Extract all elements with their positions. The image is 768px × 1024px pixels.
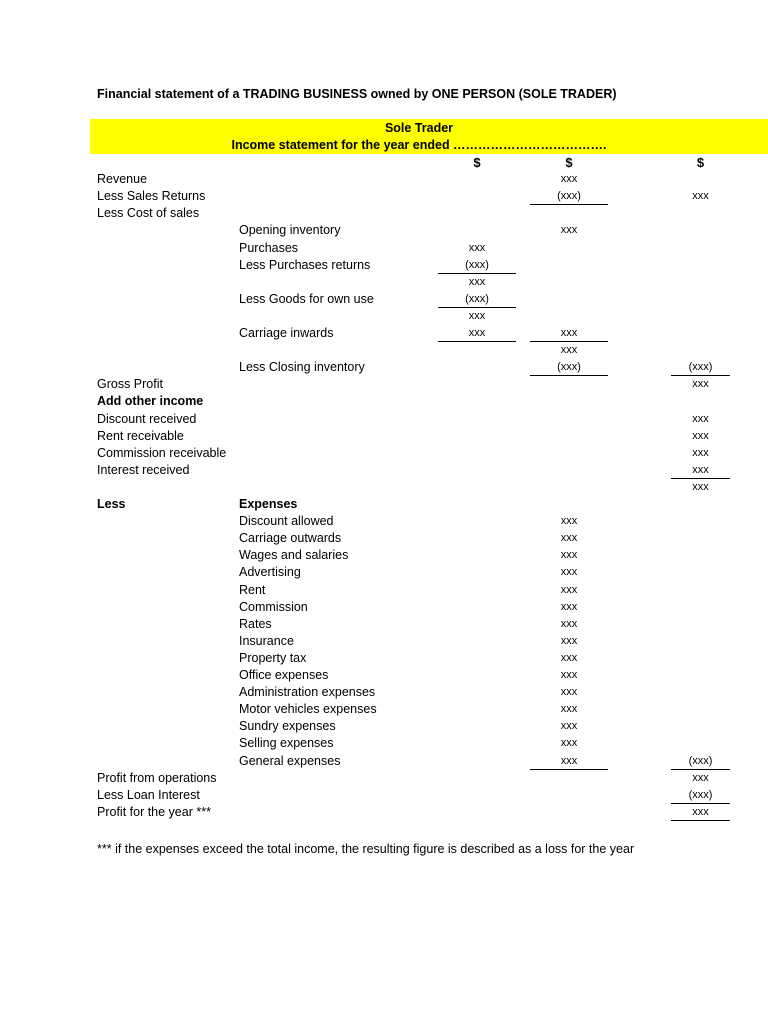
table-row: [0, 564, 768, 581]
amount-col3-cell: xxx: [692, 378, 709, 391]
label-cell: Commission receivable: [97, 445, 227, 460]
amount-col1-cell: (xxx): [438, 257, 516, 274]
sublabel-cell: Advertising: [239, 565, 301, 580]
table-row: [0, 787, 768, 804]
amount-col3-cell: (xxx): [671, 753, 730, 770]
amount-col2-cell: xxx: [560, 224, 578, 237]
label-cell: Less Cost of sales: [97, 206, 200, 221]
amount-col1-cell: xxx: [438, 325, 516, 342]
table-row: [0, 804, 768, 821]
label-cell: Revenue: [97, 172, 148, 187]
table-row: [0, 582, 768, 599]
table-row: [0, 257, 768, 274]
sublabel-cell: Administration expenses: [239, 685, 376, 700]
table-row: [0, 240, 768, 257]
sublabel-cell: Purchases: [239, 240, 299, 255]
label-cell: Less Sales Returns: [97, 189, 206, 204]
table-row: [0, 701, 768, 718]
label-cell: Gross Profit: [97, 377, 163, 392]
table-row: [0, 530, 768, 547]
amount-col2-cell: xxx: [560, 566, 578, 579]
sublabel-cell: Discount allowed: [239, 514, 334, 529]
table-row: [0, 718, 768, 735]
label-cell: Rent receivable: [97, 428, 184, 443]
sublabel-cell: Rent: [239, 582, 266, 597]
sublabel-cell: Selling expenses: [239, 736, 334, 751]
sublabel-cell: General expenses: [239, 753, 341, 768]
table-row: [0, 411, 768, 428]
amount-col3-cell: xxx: [692, 480, 709, 493]
amount-col2-cell: xxx: [560, 703, 578, 716]
amount-col2-cell: xxx: [560, 344, 578, 357]
amount-col2-cell: xxx: [560, 669, 578, 681]
table-row: [0, 171, 768, 188]
amount-col3-cell: (xxx): [671, 359, 730, 376]
sublabel-cell: Carriage inwards: [239, 326, 334, 340]
sublabel-cell: Office expenses: [239, 668, 329, 682]
amount-col2-cell: xxx: [560, 173, 578, 186]
table-row: [0, 445, 768, 462]
table-row: [0, 308, 768, 325]
label-cell: Profit from operations: [97, 770, 217, 785]
label-cell: Interest received: [97, 462, 190, 477]
table-row: [0, 770, 768, 787]
amount-col3-cell: xxx: [671, 804, 730, 821]
table-row: [0, 650, 768, 667]
table-row: [0, 616, 768, 633]
sublabel-cell: Expenses: [239, 497, 298, 511]
sublabel-cell: Rates: [239, 616, 272, 631]
sublabel-cell: Wages and salaries: [239, 548, 349, 563]
amount-col2-cell: xxx: [560, 686, 578, 699]
banner-statement-period: Income statement for the year ended ……………………………….: [231, 138, 607, 152]
table-row: [0, 684, 768, 701]
banner-business-type: Sole Trader: [384, 121, 454, 135]
table-row: [0, 393, 768, 410]
amount-col2-cell: xxx: [560, 634, 578, 647]
table-row: [0, 376, 768, 393]
sublabel-cell: Less Goods for own use: [239, 291, 374, 306]
sublabel-cell: Insurance: [239, 633, 294, 648]
amount-col3-cell: xxx: [692, 771, 709, 784]
amount-col3-cell: $: [696, 155, 705, 170]
table-row: [0, 496, 768, 513]
table-row: [0, 462, 768, 479]
table-row: [0, 325, 768, 342]
table-row: [0, 188, 768, 205]
table-row: [0, 599, 768, 616]
amount-col2-cell: xxx: [560, 651, 578, 664]
amount-col1-cell: xxx: [468, 241, 486, 254]
table-row: [0, 479, 768, 496]
label-cell: Less: [97, 497, 126, 511]
table-row: [0, 735, 768, 752]
amount-col3-cell: xxx: [692, 446, 709, 459]
table-row: [0, 222, 768, 239]
amount-col1-cell: (xxx): [438, 291, 516, 308]
table-row: [0, 547, 768, 564]
amount-col2-cell: xxx: [560, 549, 578, 562]
sublabel-cell: Commission: [239, 599, 308, 614]
header-banner: [90, 119, 768, 154]
table-row: [0, 154, 768, 171]
amount-col2-cell: xxx: [560, 617, 578, 630]
label-cell: Add other income: [97, 394, 204, 409]
amount-col2-cell: xxx: [560, 600, 578, 613]
amount-col3-cell: xxx: [671, 462, 730, 479]
table-row: [0, 205, 768, 222]
amount-col2-cell: xxx: [560, 720, 578, 733]
amount-col2-cell: xxx: [530, 753, 608, 770]
amount-col2-cell: xxx: [560, 737, 578, 750]
sublabel-cell: Less Purchases returns: [239, 257, 371, 272]
table-row: [0, 633, 768, 650]
footnote: *** if the expenses exceed the total income, the resulting figure is described as a loss for the year: [97, 842, 635, 856]
amount-col2-cell: $: [565, 155, 573, 170]
amount-col3-cell: (xxx): [671, 787, 730, 804]
table-row: [0, 274, 768, 291]
sublabel-cell: Opening inventory: [239, 223, 341, 238]
sublabel-cell: Motor vehicles expenses: [239, 702, 377, 717]
sublabel-cell: Property tax: [239, 650, 307, 665]
table-row: [0, 667, 768, 684]
table-row: [0, 291, 768, 308]
amount-col3-cell: xxx: [692, 190, 709, 203]
amount-col2-cell: (xxx): [530, 188, 608, 205]
amount-col2-cell: xxx: [560, 515, 578, 528]
label-cell: Profit for the year ***: [97, 804, 211, 819]
table-row: [0, 342, 768, 359]
sublabel-cell: Sundry expenses: [239, 719, 336, 734]
amount-col2-cell: (xxx): [530, 359, 608, 376]
amount-col1-cell: xxx: [468, 309, 486, 322]
amount-col3-cell: xxx: [692, 429, 709, 442]
table-row: [0, 359, 768, 376]
amount-col1-cell: $: [473, 155, 481, 170]
statement-title: Financial statement of a TRADING BUSINESS owned by ONE PERSON (SOLE TRADER): [97, 87, 617, 101]
label-cell: Less Loan Interest: [97, 787, 200, 802]
amount-col3-cell: xxx: [692, 412, 709, 425]
sublabel-cell: Carriage outwards: [239, 531, 342, 546]
table-row: [0, 753, 768, 770]
amount-col2-cell: xxx: [530, 325, 608, 342]
sublabel-cell: Less Closing inventory: [239, 360, 365, 375]
amount-col2-cell: xxx: [560, 583, 578, 596]
amount-col2-cell: xxx: [560, 532, 578, 545]
table-row: [0, 513, 768, 530]
amount-col1-cell: xxx: [468, 275, 486, 288]
label-cell: Discount received: [97, 411, 197, 426]
table-row: [0, 428, 768, 445]
